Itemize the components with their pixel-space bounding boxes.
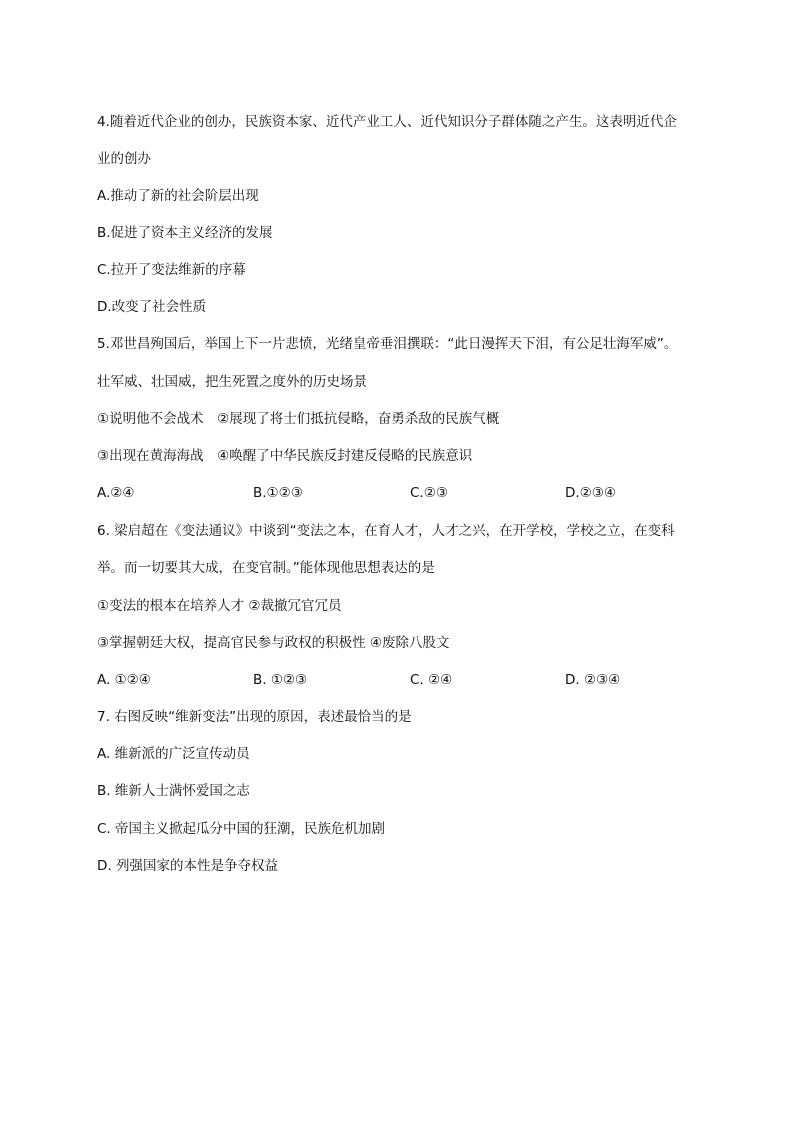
question-7-option-b: B. 维新人士满怀爱国之志 — [97, 783, 250, 799]
question-4-option-d: D.改变了社会性质 — [97, 299, 207, 315]
question-5-option-a: A.②④ — [97, 485, 135, 501]
question-5-option-d: D.②③④ — [565, 485, 616, 501]
question-5-statement-2: ③出现在黄海海战 ④唤醒了中华民族反封建反侵略的民族意识 — [97, 448, 473, 464]
question-7-option-a: A. 维新派的广泛宣传动员 — [97, 746, 250, 762]
question-5-stem-line-2: 壮军威、壮国威，把生死置之度外的历史场景 — [97, 374, 367, 390]
question-4-stem-line-2: 业的创办 — [97, 151, 151, 167]
question-5-statement-1: ①说明他不会战术 ②展现了将士们抵抗侵略，奋勇杀敌的民族气概 — [97, 411, 500, 427]
question-5-stem-line-1: 5.邓世昌殉国后，举国上下一片悲愤，光绪皇帝垂泪撰联：“此日漫挥天下泪，有公足壮海军威”。 — [97, 336, 678, 352]
question-4-stem-line-1: 4.随着近代企业的创办，民族资本家、近代产业工人、近代知识分子群体随之产生。这表明近代企 — [97, 114, 677, 130]
question-4-option-b: B.促进了资本主义经济的发展 — [97, 225, 273, 241]
question-7-option-d: D. 列强国家的本性是争夺权益 — [97, 858, 278, 874]
question-5-option-c: C.②③ — [410, 485, 448, 501]
question-6-option-a: A. ①②④ — [97, 672, 151, 688]
question-6-stem-line-1: 6. 梁启超在《变法通议》中谈到“变法之本，在育人才，人才之兴，在开学校，学校之立，在变科 — [97, 523, 675, 539]
question-6-option-b: B. ①②③ — [253, 672, 308, 688]
question-7-option-c: C. 帝国主义掀起瓜分中国的狂潮，民族危机加剧 — [97, 821, 386, 837]
question-4-option-c: C.拉开了变法维新的序幕 — [97, 262, 246, 278]
question-6-statement-1: ①变法的根本在培养人才 ②裁撤冗官冗员 — [97, 598, 342, 614]
question-6-statement-2: ③掌握朝廷大权，提高官民参与政权的积极性 ④废除八股文 — [97, 635, 450, 651]
question-7-stem-line-1: 7. 右图反映“维新变法”出现的原因，表述最恰当的是 — [97, 709, 412, 725]
question-4-option-a: A.推动了新的社会阶层出现 — [97, 188, 259, 204]
question-5-option-b: B.①②③ — [253, 485, 303, 501]
question-6-option-c: C. ②④ — [410, 672, 453, 688]
question-6-stem-line-2: 举。而一切要其大成，在变官制。”能体现他思想表达的是 — [97, 560, 435, 576]
question-6-option-d: D. ②③④ — [565, 672, 621, 688]
